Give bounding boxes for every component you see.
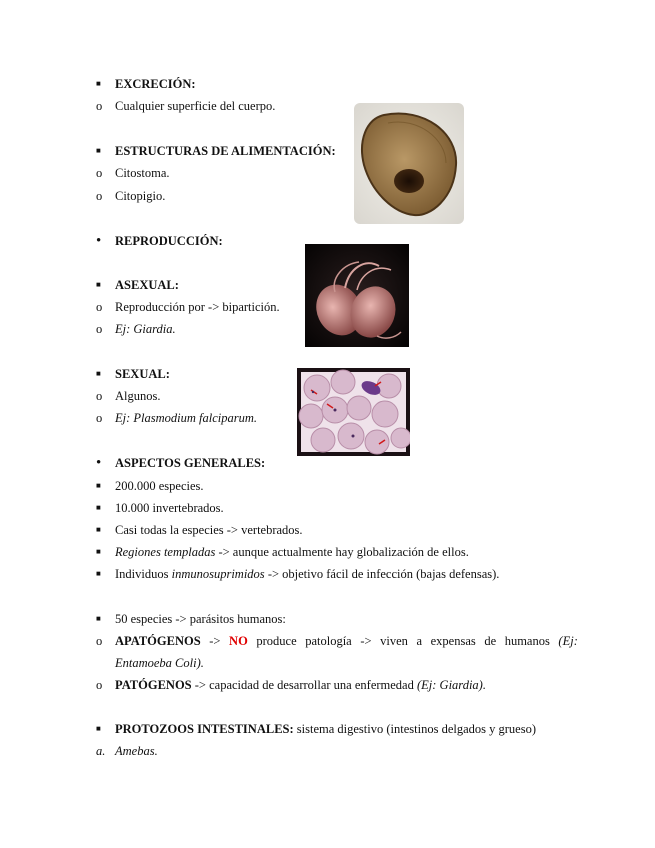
square-bullet-icon: ■ xyxy=(96,614,101,623)
square-bullet-icon: ■ xyxy=(96,547,101,556)
giardia-micrograph xyxy=(305,244,409,347)
letter-marker: a. xyxy=(96,744,106,758)
no-emphasis: NO xyxy=(229,634,248,648)
intestinales-heading: PROTOZOOS INTESTINALES: xyxy=(115,722,294,736)
square-bullet-icon: ■ xyxy=(96,525,101,534)
round-bullet-icon: • xyxy=(96,455,102,471)
circle-bullet-icon: o xyxy=(96,389,103,403)
square-bullet-icon: ■ xyxy=(96,79,101,88)
aspectos-heading: ASPECTOS GENERALES: xyxy=(115,456,266,470)
square-bullet-icon: ■ xyxy=(96,146,101,155)
circle-bullet-icon: o xyxy=(96,634,103,648)
circle-bullet-icon: o xyxy=(96,189,103,203)
circle-bullet-icon: o xyxy=(96,99,103,113)
excrecion-heading: EXCRECIÓN: xyxy=(115,77,196,91)
circle-bullet-icon: o xyxy=(96,322,103,336)
plasmodium-blood-smear xyxy=(297,368,410,456)
square-bullet-icon: ■ xyxy=(96,369,101,378)
protozoan-micrograph xyxy=(354,103,464,224)
apatogenos-line: o APATÓGENOS -> NO produce patología -> viven a expensas de humanos (Ej: xyxy=(96,634,578,648)
circle-bullet-icon: o xyxy=(96,411,103,425)
circle-bullet-icon: o xyxy=(96,166,103,180)
sexual-heading: SEXUAL: xyxy=(115,367,170,381)
square-bullet-icon: ■ xyxy=(96,503,101,512)
square-bullet-icon: ■ xyxy=(96,724,101,733)
square-bullet-icon: ■ xyxy=(96,280,101,289)
alimentacion-heading: ESTRUCTURAS DE ALIMENTACIÓN: xyxy=(115,144,336,158)
asexual-heading: ASEXUAL: xyxy=(115,278,179,292)
circle-bullet-icon: o xyxy=(96,300,103,314)
round-bullet-icon: • xyxy=(96,233,102,249)
circle-bullet-icon: o xyxy=(96,678,103,692)
square-bullet-icon: ■ xyxy=(96,569,101,578)
reproduccion-heading: REPRODUCCIÓN: xyxy=(115,234,223,248)
square-bullet-icon: ■ xyxy=(96,481,101,490)
